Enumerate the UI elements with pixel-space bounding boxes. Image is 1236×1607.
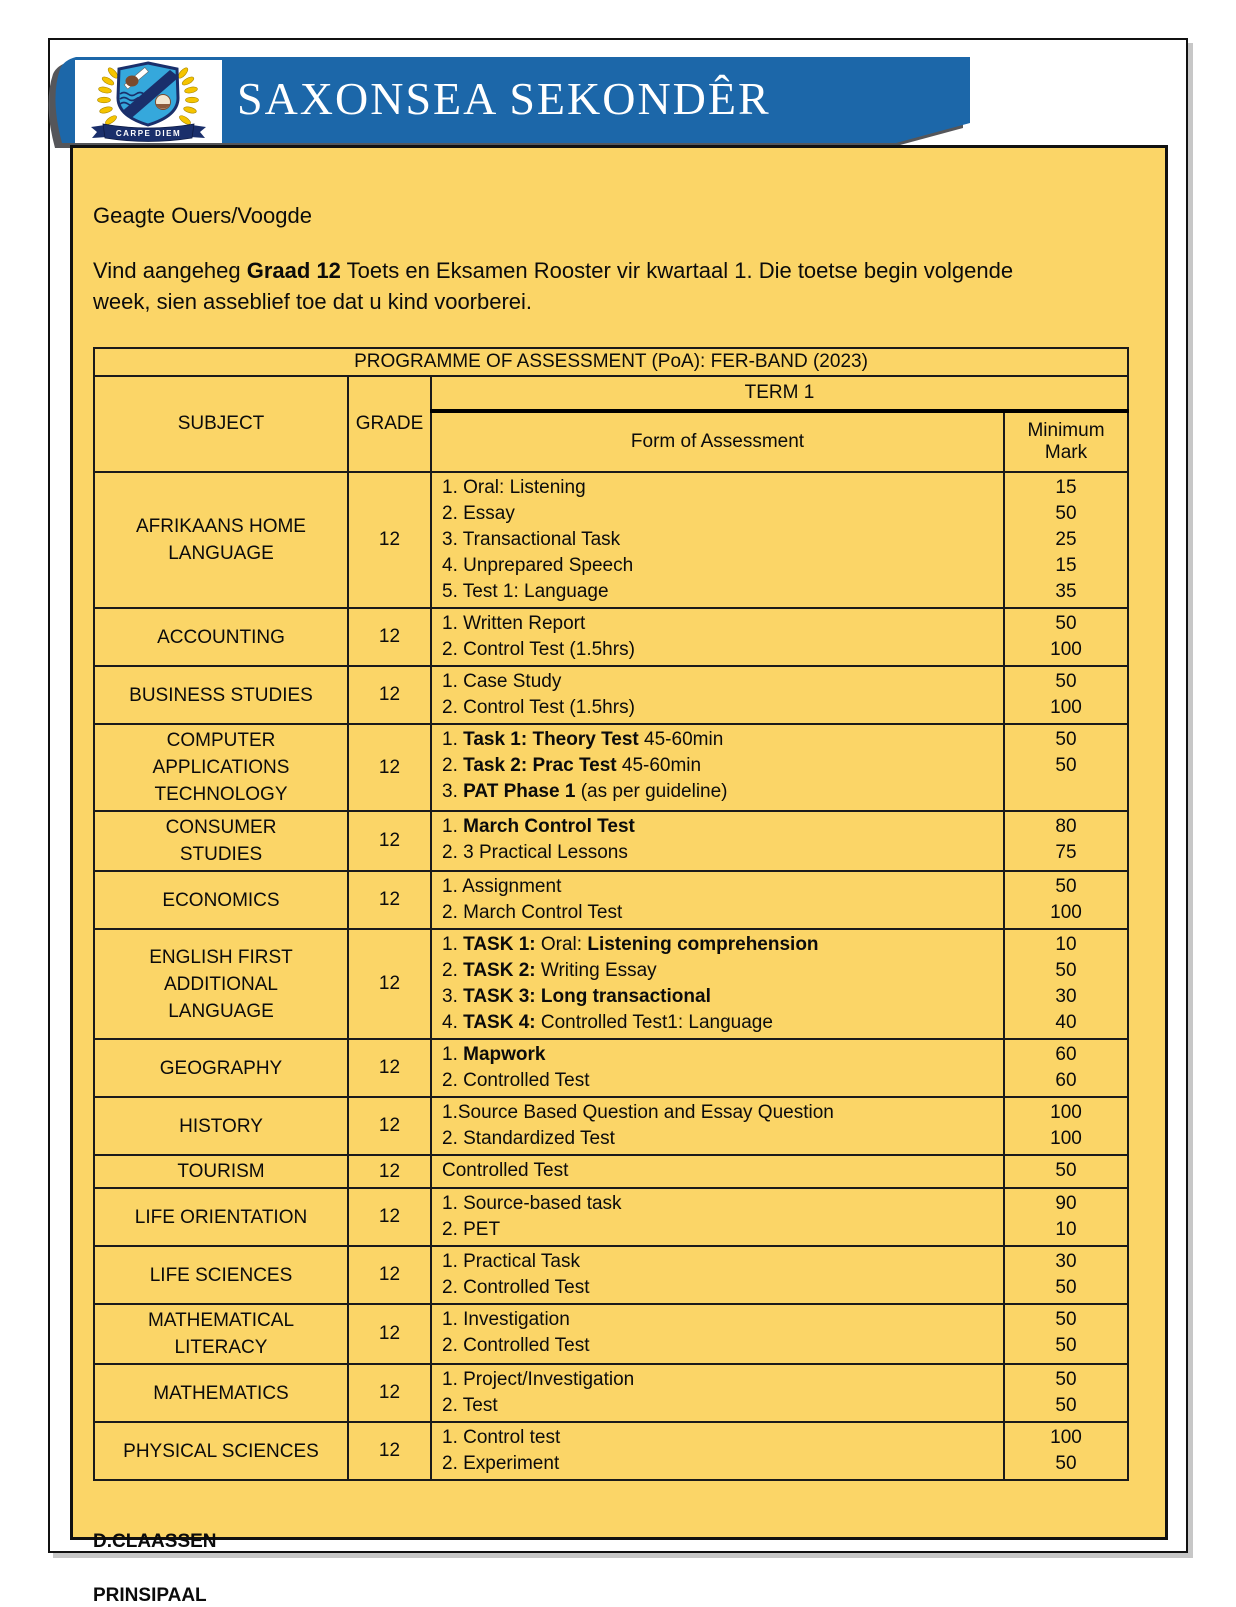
assessment-cell (431, 1246, 1004, 1304)
assessment-line: 1. Control test (442, 1427, 561, 1448)
assessment-line: 2. Control Test (1.5hrs) (442, 639, 635, 660)
mark-line: 50 (1055, 755, 1077, 776)
subject-cell: TOURISM (94, 1155, 348, 1188)
grade-cell: 12 (348, 1364, 431, 1422)
mark-line: 35 (1055, 581, 1077, 602)
mark-cell (1004, 1246, 1128, 1304)
assessment-line: 2. 3 Practical Lessons (442, 842, 628, 863)
assessment-line: 2. Controlled Test (442, 1070, 590, 1091)
subject-cell: ECONOMICS (94, 871, 348, 929)
assessment-cell (431, 1304, 1004, 1364)
school-crest-logo (75, 60, 222, 143)
mark-cell (1004, 1039, 1128, 1097)
assessment-line: 1. Written Report (442, 613, 586, 634)
mark-line: 30 (1055, 986, 1077, 1007)
assessment-line: 1. Oral: Listening (442, 477, 586, 498)
grade-cell: 12 (348, 929, 431, 1039)
table-row (94, 1097, 1128, 1155)
subject-cell: ENGLISH FIRST ADDITIONAL LANGUAGE (94, 929, 348, 1039)
body-text: week, sien asseblief toe dat u kind voorberei. (93, 289, 533, 314)
assessment-line: 2. Test (442, 1395, 498, 1416)
assessment-line: 4. TASK 4: Controlled Test1: Language (442, 1012, 773, 1033)
assessment-line: 1. Investigation (442, 1309, 570, 1330)
grade-cell: 12 (348, 1039, 431, 1097)
assessment-cell (431, 1155, 1004, 1188)
mark-line: 100 (1050, 697, 1082, 718)
subject-cell: GEOGRAPHY (94, 1039, 348, 1097)
table-row (94, 811, 1128, 871)
assessment-cell (431, 724, 1004, 811)
subject-cell: LIFE ORIENTATION (94, 1188, 348, 1246)
assessment-line: 2. March Control Test (442, 902, 623, 923)
assessment-table (93, 347, 1129, 1481)
assessment-line: 3. TASK 3: Long transactional (442, 986, 711, 1007)
column-header-min-mark: Minimum Mark (1004, 411, 1128, 472)
assessment-cell (431, 1188, 1004, 1246)
assessment-cell (431, 608, 1004, 666)
term-header: TERM 1 (431, 376, 1128, 411)
grade-cell: 12 (348, 608, 431, 666)
body-text: Toets en Eksamen Rooster vir kwartaal 1. Die toetse begin volgende (340, 258, 1014, 283)
mark-line: 90 (1055, 1193, 1077, 1214)
mark-line: 60 (1055, 1070, 1077, 1091)
table-row (94, 871, 1128, 929)
table-row (94, 1304, 1128, 1364)
assessment-line: 2. Standardized Test (442, 1128, 615, 1149)
mark-cell (1004, 1304, 1128, 1364)
body-text: Vind aangeheg (93, 258, 247, 283)
signature-name: D.CLAASSEN (93, 1531, 217, 1552)
mark-cell (1004, 811, 1128, 871)
mark-line: 50 (1055, 1395, 1077, 1416)
subject-cell: AFRIKAANS HOME LANGUAGE (94, 472, 348, 608)
mark-cell (1004, 724, 1128, 811)
column-header-grade: GRADE (348, 376, 431, 472)
letter-content-box (70, 145, 1168, 1606)
mark-line: 50 (1055, 1160, 1077, 1181)
column-header-form: Form of Assessment (431, 411, 1004, 472)
table-row (94, 1246, 1128, 1304)
assessment-cell (431, 1364, 1004, 1422)
subject-cell: BUSINESS STUDIES (94, 666, 348, 724)
motto-text: CARPE DIEM (115, 129, 182, 138)
table-row (94, 1039, 1128, 1097)
subject-cell: LIFE SCIENCES (94, 1246, 348, 1304)
mark-line: 40 (1055, 1012, 1077, 1033)
mark-line: 10 (1055, 1219, 1077, 1240)
mark-cell (1004, 1422, 1128, 1480)
table-row (94, 929, 1128, 1039)
body-text-bold: Graad 12 (246, 258, 341, 283)
subject-cell: PHYSICAL SCIENCES (94, 1422, 348, 1480)
assessment-cell (431, 1097, 1004, 1155)
mark-cell (1004, 1155, 1128, 1188)
mark-cell (1004, 1097, 1128, 1155)
mark-line: 60 (1055, 1044, 1077, 1065)
assessment-line: 2. Control Test (1.5hrs) (442, 697, 635, 718)
table-row (94, 666, 1128, 724)
mark-line: 50 (1055, 960, 1077, 981)
assessment-line: 1. Assignment (442, 876, 562, 897)
table-row (94, 1155, 1128, 1188)
mark-line: 100 (1050, 639, 1082, 660)
mark-line: 50 (1055, 503, 1077, 524)
mark-line: 100 (1050, 1102, 1082, 1123)
mark-cell (1004, 929, 1128, 1039)
mark-line: 15 (1055, 477, 1077, 498)
table-row (94, 1364, 1128, 1422)
grade-cell: 12 (348, 1155, 431, 1188)
laurel-left (98, 66, 120, 126)
mark-line: 100 (1050, 1427, 1082, 1448)
assessment-cell (431, 811, 1004, 871)
assessment-line: 3. Transactional Task (442, 529, 621, 550)
mark-line: 100 (1050, 1128, 1082, 1149)
subject-cell: MATHEMATICS (94, 1364, 348, 1422)
table-row (94, 472, 1128, 608)
grade-cell: 12 (348, 1097, 431, 1155)
assessment-line: 2. Essay (442, 503, 515, 524)
grade-cell: 12 (348, 1246, 431, 1304)
assessment-cell (431, 666, 1004, 724)
laurel-right (177, 66, 199, 126)
assessment-line: 1. March Control Test (442, 816, 635, 837)
mark-line: 100 (1050, 902, 1082, 923)
mark-cell (1004, 608, 1128, 666)
mark-line: 75 (1055, 842, 1077, 863)
mark-line (1009, 779, 1123, 805)
mark-line: 50 (1055, 1335, 1077, 1356)
assessment-line: 1. Source-based task (442, 1193, 622, 1214)
table-row (94, 724, 1128, 811)
mark-line: 10 (1055, 934, 1077, 955)
mark-line: 50 (1055, 671, 1077, 692)
table-row (94, 608, 1128, 666)
column-header-subject: SUBJECT (94, 376, 348, 472)
assessment-line: 1. Project/Investigation (442, 1369, 635, 1390)
mark-line: 50 (1055, 876, 1077, 897)
subject-cell: MATHEMATICAL LITERACY (94, 1304, 348, 1364)
grade-cell: 12 (348, 472, 431, 608)
grade-cell: 12 (348, 871, 431, 929)
crest-icon (75, 60, 222, 143)
subject-cell: COMPUTER APPLICATIONS TECHNOLOGY (94, 724, 348, 811)
school-name-title: SAXONSEA SEKONDÊR (237, 73, 771, 124)
grade-cell: 12 (348, 724, 431, 811)
assessment-line: 1. Mapwork (442, 1044, 546, 1065)
mark-line: 50 (1055, 1277, 1077, 1298)
grade-cell: 12 (348, 811, 431, 871)
mark-cell (1004, 472, 1128, 608)
mark-line: 50 (1055, 729, 1077, 750)
assessment-line: 4. Unprepared Speech (442, 555, 634, 576)
assessment-line: 1. TASK 1: Oral: Listening comprehension (442, 934, 819, 955)
assessment-line: 5. Test 1: Language (442, 581, 609, 602)
table-row (94, 1188, 1128, 1246)
assessment-line: 2. Experiment (442, 1453, 560, 1474)
assessment-line: 1. Case Study (442, 671, 562, 692)
mark-cell (1004, 871, 1128, 929)
mark-line: 50 (1055, 613, 1077, 634)
grade-cell: 12 (348, 1188, 431, 1246)
subject-cell: ACCOUNTING (94, 608, 348, 666)
mark-line: 50 (1055, 1453, 1077, 1474)
assessment-cell (431, 472, 1004, 608)
assessment-line: 1. Practical Task (442, 1251, 580, 1272)
subject-cell: CONSUMER STUDIES (94, 811, 348, 871)
mark-line: 80 (1055, 816, 1077, 837)
signature-title: PRINSIPAAL (93, 1585, 207, 1606)
assessment-line: 2. Controlled Test (442, 1277, 590, 1298)
table-title: PROGRAMME OF ASSESSMENT (PoA): FER-BAND (2023) (94, 348, 1128, 376)
assessment-cell (431, 929, 1004, 1039)
table-row (94, 1422, 1128, 1480)
assessment-cell (431, 871, 1004, 929)
assessment-line: 1.Source Based Question and Essay Question (442, 1102, 834, 1123)
subject-cell: HISTORY (94, 1097, 348, 1155)
grade-cell: 12 (348, 666, 431, 724)
assessment-line: 2. Controlled Test (442, 1335, 590, 1356)
mark-line: 25 (1055, 529, 1077, 550)
mark-line: 50 (1055, 1369, 1077, 1390)
mark-cell (1004, 1364, 1128, 1422)
mark-line: 30 (1055, 1251, 1077, 1272)
assessment-line: Controlled Test (442, 1160, 569, 1181)
assessment-line: 2. PET (442, 1219, 501, 1240)
salutation: Geagte Ouers/Voogde (93, 203, 312, 228)
letter-body-paragraph (93, 255, 1123, 317)
assessment-line: 1. Task 1: Theory Test 45-60min (442, 729, 724, 750)
mark-line: 15 (1055, 555, 1077, 576)
mark-line: 50 (1055, 1309, 1077, 1330)
assessment-cell (431, 1039, 1004, 1097)
assessment-line: 3. PAT Phase 1 (as per guideline) (442, 781, 728, 802)
mark-cell (1004, 1188, 1128, 1246)
assessment-line: 2. Task 2: Prac Test 45-60min (442, 755, 702, 776)
motto-ribbon (91, 124, 206, 142)
grade-cell: 12 (348, 1422, 431, 1480)
mark-cell (1004, 666, 1128, 724)
assessment-line: 2. TASK 2: Writing Essay (442, 960, 657, 981)
assessment-cell (431, 1422, 1004, 1480)
grade-cell: 12 (348, 1304, 431, 1364)
